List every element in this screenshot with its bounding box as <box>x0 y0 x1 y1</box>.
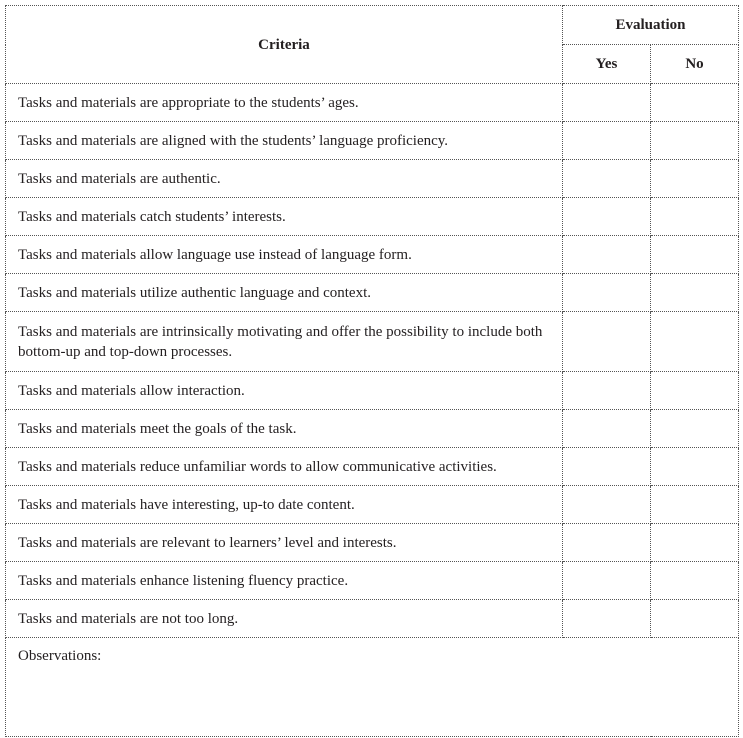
table-row <box>6 486 739 524</box>
criterion-text: Tasks and materials are aligned with the students’ language proficiency. <box>6 122 563 160</box>
criteria-table <box>5 5 739 737</box>
no-cell[interactable] <box>651 524 739 562</box>
yes-cell[interactable] <box>563 448 651 486</box>
table-row <box>6 410 739 448</box>
criterion-text: Tasks and materials are intrinsically motivating and offer the possibility to include both bottom-up and top-down processes. <box>6 312 563 372</box>
yes-cell[interactable] <box>563 236 651 274</box>
no-cell[interactable] <box>651 84 739 122</box>
no-cell[interactable] <box>651 410 739 448</box>
table-row <box>6 372 739 410</box>
criterion-text: Tasks and materials are relevant to learners’ level and interests. <box>6 524 563 562</box>
table-row <box>6 562 739 600</box>
criterion-text: Tasks and materials catch students’ interests. <box>6 198 563 236</box>
criterion-text: Tasks and materials allow language use instead of language form. <box>6 236 563 274</box>
criterion-text: Tasks and materials are not too long. <box>6 600 563 638</box>
no-cell[interactable] <box>651 160 739 198</box>
yes-cell[interactable] <box>563 372 651 410</box>
yes-cell[interactable] <box>563 122 651 160</box>
evaluation-checklist <box>5 5 738 737</box>
observations-label: Observations: <box>18 648 102 664</box>
observations-row <box>6 638 739 737</box>
table-row <box>6 524 739 562</box>
yes-cell[interactable] <box>563 562 651 600</box>
criterion-text: Tasks and materials utilize authentic language and context. <box>6 274 563 312</box>
criterion-text: Tasks and materials reduce unfamiliar words to allow communicative activities. <box>6 448 563 486</box>
table-row <box>6 312 739 372</box>
table-row <box>6 448 739 486</box>
criterion-text: Tasks and materials meet the goals of the task. <box>6 410 563 448</box>
criterion-text: Tasks and materials have interesting, up-to date content. <box>6 486 563 524</box>
criterion-text: Tasks and materials allow interaction. <box>6 372 563 410</box>
yes-cell[interactable] <box>563 84 651 122</box>
criterion-text: Tasks and materials enhance listening fluency practice. <box>6 562 563 600</box>
table-row <box>6 122 739 160</box>
yes-cell[interactable] <box>563 198 651 236</box>
evaluation-header: Evaluation <box>563 6 739 45</box>
table-row <box>6 198 739 236</box>
table-row <box>6 236 739 274</box>
criteria-header: Criteria <box>6 6 563 84</box>
no-cell[interactable] <box>651 600 739 638</box>
no-cell[interactable] <box>651 236 739 274</box>
no-cell[interactable] <box>651 562 739 600</box>
table-row <box>6 600 739 638</box>
no-cell[interactable] <box>651 486 739 524</box>
no-cell[interactable] <box>651 122 739 160</box>
yes-cell[interactable] <box>563 600 651 638</box>
criterion-text: Tasks and materials are appropriate to the students’ ages. <box>6 84 563 122</box>
yes-cell[interactable] <box>563 160 651 198</box>
no-cell[interactable] <box>651 448 739 486</box>
table-row <box>6 160 739 198</box>
no-cell[interactable] <box>651 274 739 312</box>
table-row <box>6 84 739 122</box>
yes-cell[interactable] <box>563 312 651 372</box>
no-header: No <box>651 45 739 84</box>
no-cell[interactable] <box>651 198 739 236</box>
no-cell[interactable] <box>651 372 739 410</box>
yes-cell[interactable] <box>563 524 651 562</box>
no-cell[interactable] <box>651 312 739 372</box>
observations-field[interactable] <box>6 638 739 737</box>
yes-cell[interactable] <box>563 486 651 524</box>
yes-cell[interactable] <box>563 410 651 448</box>
yes-cell[interactable] <box>563 274 651 312</box>
table-row <box>6 274 739 312</box>
yes-header: Yes <box>563 45 651 84</box>
criterion-text: Tasks and materials are authentic. <box>6 160 563 198</box>
